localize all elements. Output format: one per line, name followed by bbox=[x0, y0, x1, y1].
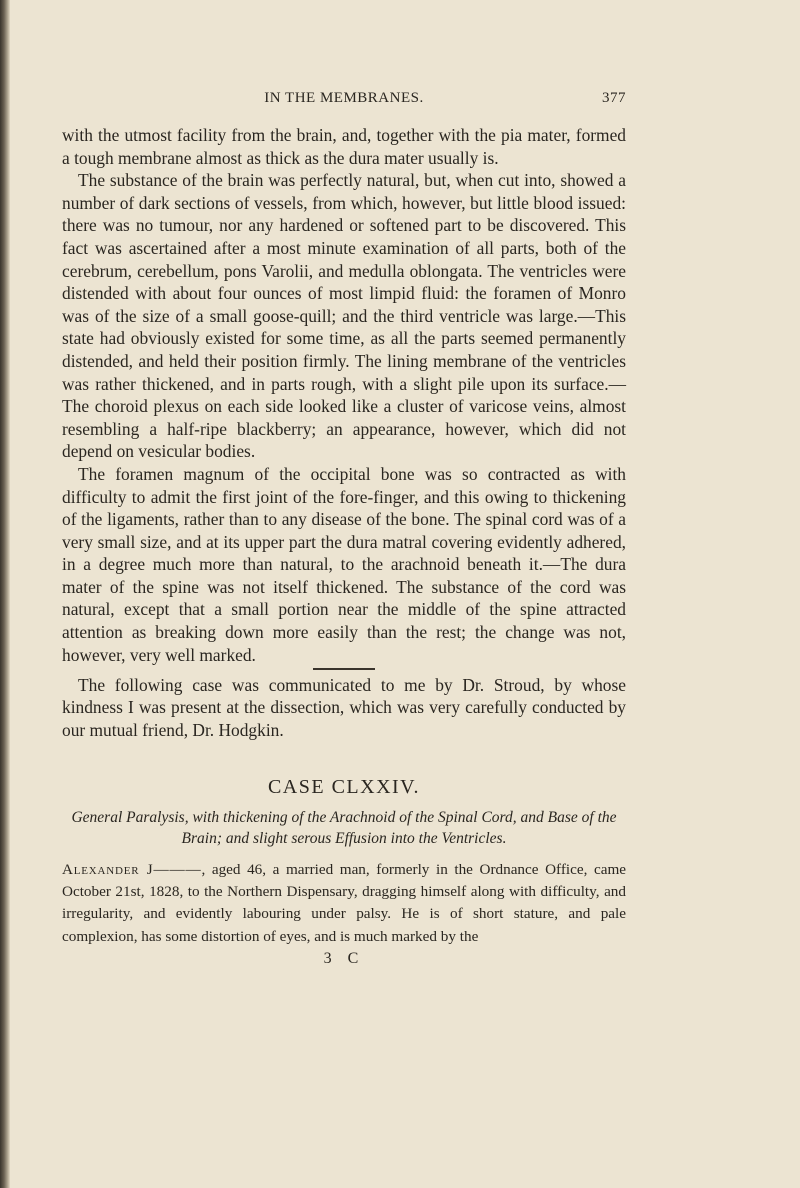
case-paragraph bbox=[62, 859, 626, 949]
patient-name: Alexander J——— bbox=[62, 860, 202, 878]
page-number: 377 bbox=[602, 90, 626, 106]
case-subtitle: General Paralysis, with thickening of the Arachnoid of the Spinal Cord, and Base of the Brain; and slight serous Effusion into the Ventricles. bbox=[71, 808, 617, 847]
signature-mark: 3 C bbox=[323, 950, 365, 968]
paragraph-introduction: The following case was communicated to me by Dr. Stroud, by whose kindness I was present at the dissection, which was very carefully conducted by our mutual friend, Dr. Hodgkin. bbox=[62, 674, 626, 740]
section-divider bbox=[313, 668, 375, 670]
case-title: CASE CLXXIV. bbox=[267, 775, 421, 798]
paragraph-continuation: with the utmost facility from the brain, and, together with the pia mater, formed a tough membrane almost as thick as the dura mater usually is. bbox=[62, 125, 626, 168]
book-page bbox=[62, 82, 626, 968]
paragraph-foramen-magnum: The foramen magnum of the occipital bone was so contracted as with difficulty to admit the first joint of the fore-finger, and this owing to thickening of the ligaments, rather than to any disease of the bone. The spinal cord was of a very small size, and at its upper part the dura matral covering evidently adhered, in a degree much more than natural, to the arachnoid beneath it.—The dura mater of the spine was not itself thickened. The substance of the cord was natural, except that a small portion near the middle of the spine attracted attention as breaking down more easily than the rest; the change was not, however, very well marked. bbox=[62, 463, 626, 665]
main-text bbox=[62, 124, 626, 742]
case-description: , aged 46, a married man, formerly in the Ordnance Office, came October 21st, 1828, to the Northern Dispensary, dragging himself along with difficulty, and irregularity, and evidently labouring under palsy. He is of short stature, and pale complexion, has some distortion of eyes, and is much marked by the bbox=[62, 860, 626, 945]
running-header bbox=[62, 82, 626, 108]
running-title: IN THE MEMBRANES. bbox=[264, 90, 424, 106]
case-text bbox=[62, 859, 626, 949]
paragraph-brain-substance: The substance of the brain was perfectly natural, but, when cut into, showed a number of dark sections of vessels, from which, however, but little blood issued: there was no tumour, nor any hardened or softened part to be discovered. This fact was ascertained after a most minute examination of all parts, both of the cerebrum, cerebellum, pons Varolii, and medulla oblongata. The ventricles were distended with about four ounces of most limpid fluid: the foramen of Monro was of the size of a small goose-quill; and the third ventricle was large.—This state had obviously existed for some time, as all the parts seemed permanently distended, and held their position firmly. The lining membrane of the ventricles was rather thickened, and in parts rough, with a slight pile upon its surface.—The choroid plexus on each side looked like a cluster of varicose veins, almost resembling a half-ripe blackberry; an appearance, however, which did not depend on vesicular bodies. bbox=[62, 170, 626, 462]
book-spine-shadow bbox=[0, 0, 10, 1188]
